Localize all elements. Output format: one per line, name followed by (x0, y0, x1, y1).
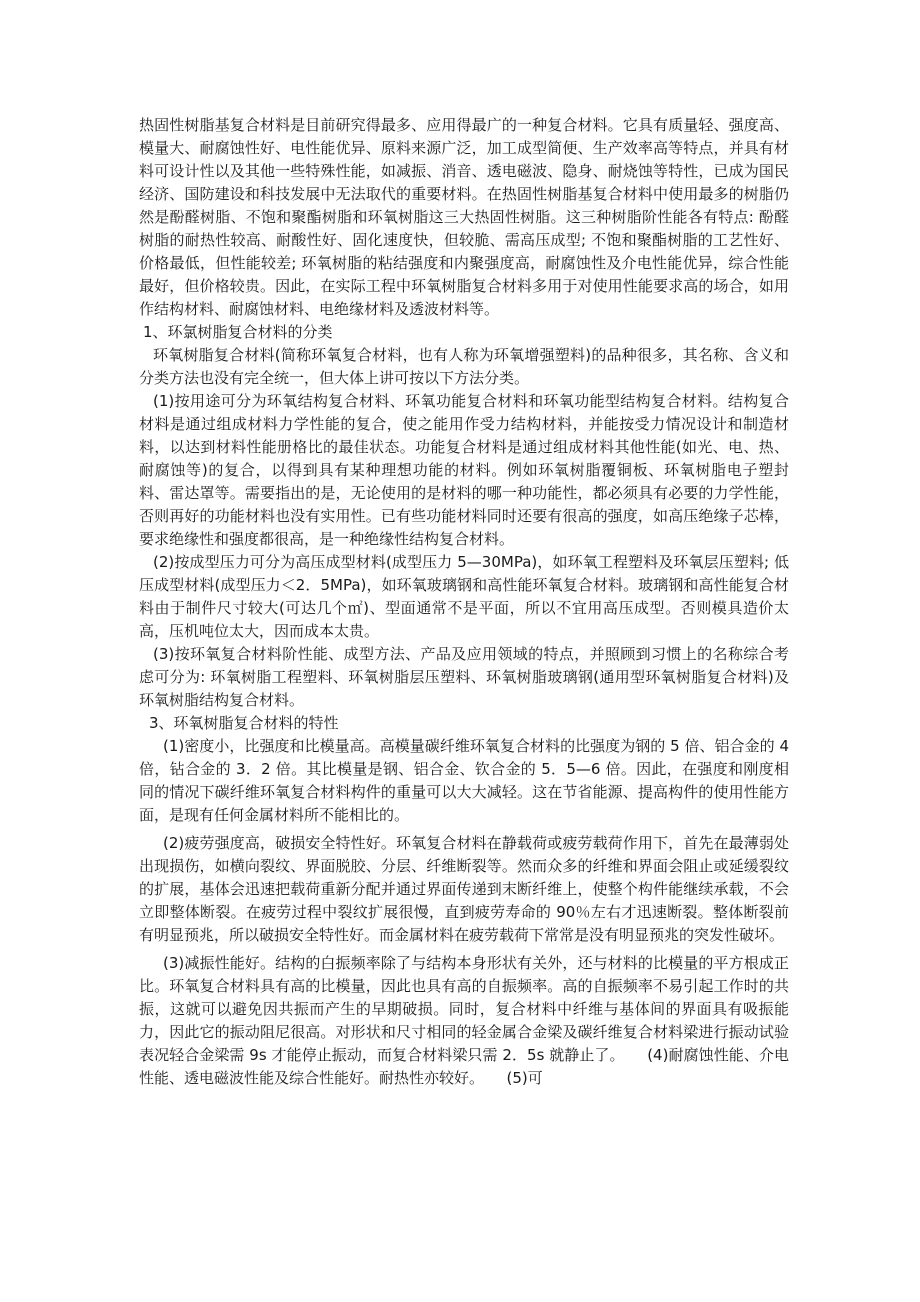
section-heading-classification: 1、环氯树脂复合材料的分类 (143, 323, 333, 341)
section-heading-properties: 3、环氧树脂复合材料的特性 (149, 714, 339, 732)
classification-by-use-paragraph: (1)按用途可分为环氧结构复合材料、环氧功能复合材料和环氧功能型结构复合材料。结构复合材料是通过组成材料力学性能的复合，使之能用作受力结构材料，并能按受力情况设计和制造材料，以达到材料性能册格比的最佳状态。功能复合材料是通过组成材料其他性能(如光、电、热、耐腐蚀等)的复合，以得到具有某种理想功能的材料。例如环氧树脂覆铜板、环氧树脂电子塑封料、雷达罩等。需要指出的是，无论使用的是材料的哪一种功能性，都必须具有必要的力学性能，否则再好的功能材料也没有实用性。已有些功能材料同时还要有很高的强度，如高压绝缘子芯棒，要求绝缘性和强度都很高，是一种绝缘性结构复合材料。 (139, 392, 789, 548)
property-density-paragraph: (1)密度小，比强度和比模量高。高模量碳纤维环氧复合材料的比强度为钢的 5 倍、铝合金的 4 倍，钻合金的 3．2 倍。其比模量是钢、铝合金、钦合金的 5．5—6 倍。因此，在强度和刚度相同的情况下碳纤维环氧复合材料构件的重量可以大大减轻。这在节省能源、提高构件的使用性能方面，是现有任何金属材料所不能相比的。 (139, 737, 789, 824)
property-fatigue-paragraph: (2)疲劳强度高，破损安全特性好。环氧复合材料在静载荷或疲劳载荷作用下，首先在最薄弱处出现损伤，如横向裂纹、界面脱胶、分层、纤维断裂等。然而众多的纤维和界面会阻止或延缓裂纹的扩展，基体会迅速把载荷重新分配并通过界面传递到末断纤维上，使整个构件能继续承载，不会立即整体断裂。在疲劳过程中裂纹扩展很慢，直到疲劳寿命的 90％左右才迅速断裂。整体断裂前有明显预兆，所以破损安全特性好。而金属材料在疲劳载荷下常常是没有明显预兆的突发性破坏。 (139, 834, 789, 944)
classification-intro-paragraph: 环氧树脂复合材料(简称环氧复合材料，也有人称为环氧增强塑料)的品种很多，其名称、含义和分类方法也没有完全统一，但大体上讲可按以下方法分类。 (139, 346, 789, 387)
property-damping-paragraph: (3)减振性能好。结构的白振频率除了与结构本身形状有关外，还与材料的比模量的平方根成正比。环氧复合材料具有高的比模量，因此也具有高的自振频率。高的自振频率不易引起工作时的共振，这就可以避免因共振而产生的早期破损。同时，复合材料中纤维与基体间的界面具有吸振能力，因此它的振动阻尼很高。对形状和尺寸相同的轻金属合金梁及碳纤维复合材料梁进行振动试验表况轻合金梁需 9s 才能停止振动，而复合材料梁只需 2．5s 就静止了。 (4)耐腐蚀性能、介电性能、透电磁波性能及综合性能好。耐热性亦较好。 (5)可 (139, 954, 789, 1087)
classification-by-pressure-paragraph: (2)按成型压力可分为高压成型材料(成型压力 5—30MPa)，如环氧工程塑料及环氧层压塑料; 低压成型材料(成型压力＜2．5MPa)，如环氧玻璃钢和高性能环氧复合材料。玻璃钢和高性能复合材料由于制件尺寸较大(可达几个㎡)、型面通常不是平面，所以不宜用高压成型。否则模具造价太高，压机吨位太大，因而成本太贵。 (139, 553, 789, 640)
classification-comprehensive-paragraph: (3)按环氧复合材料阶性能、成型方法、产品及应用领域的特点，并照顾到习惯上的名称综合考虑可分为: 环氧树脂工程塑料、环氧树脂层压塑料、环氧树脂玻璃钢(通用型环氧树脂复合材料)及环氧树脂结构复合材料。 (139, 645, 789, 709)
document-body (139, 114, 789, 1090)
intro-paragraph: 热固性树脂基复合材料是目前研究得最多、应用得最广的一种复合材料。它具有质量轻、强度高、模量大、耐腐蚀性好、电性能优异、原料来源广泛，加工成型简便、生产效率高等特点，并具有材料可设计性以及其他一些特殊性能，如减振、消音、透电磁波、隐身、耐烧蚀等特性，已成为国民经济、国防建设和科技发展中无法取代的重要材料。在热固性树脂基复合材料中使用最多的树脂仍然是酚醛树脂、不饱和聚酯树脂和环氧树脂这三大热固性树脂。这三种树脂阶性能各有特点: 酚醛树脂的耐热性较高、耐酸性好、固化速度快，但较脆、需高压成型; 不饱和聚酯树脂的工艺性好、价格最低，但性能较差; 环氧树脂的粘结强度和内聚强度高，耐腐蚀性及介电性能优异，综合性能最好，但价格较贵。因此，在实际工程中环氧树脂复合材料多用于对使用性能要求高的场合，如用作结构材料、耐腐蚀材料、电绝缘材料及透波材料等。 (139, 116, 789, 318)
